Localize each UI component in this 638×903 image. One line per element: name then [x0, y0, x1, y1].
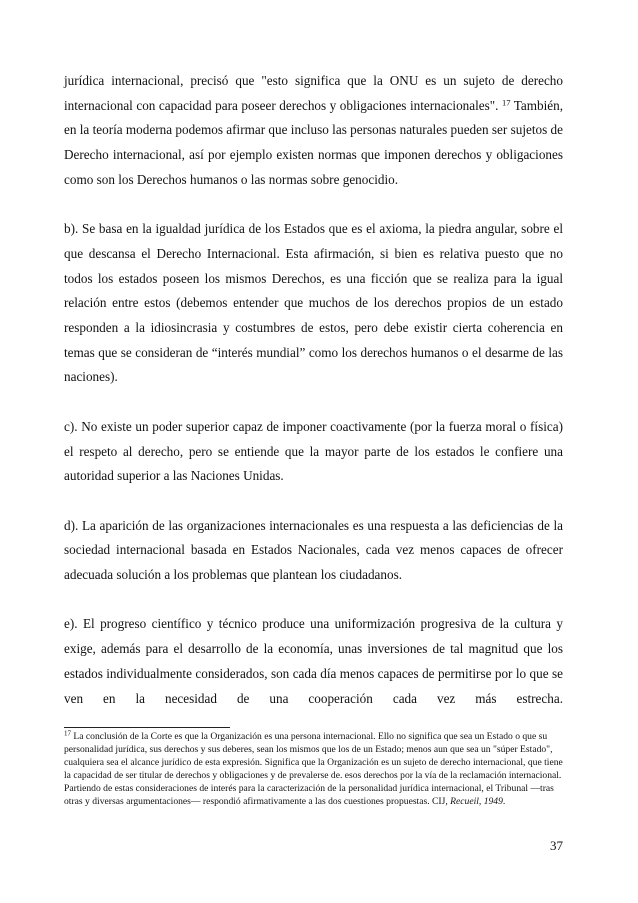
footnote-text: La conclusión de la Corte es que la Organización es una persona internacional. Ello no significa que sea un Estado o que su personalidad jurídica, sus derechos y sus deberes, sean los mismos que los de un Estado; menos aun que sea un "súper Estado", cualquiera sea el alcance jurídico de esta expresión. Significa que la Organización es un sujeto de derecho internacional, que tiene la capacidad de ser titular de derechos y obligaciones y de prevalerse de. esos derechos por la vía de la reclamación internacional. Partiendo de estas consideraciones de interés para la caracterización de la personalidad jurídica internacional, el Tribunal —tras otras y diversas argumentaciones— respondió afirmativamente a las dos cuestiones propuestas. CIJ,	[64, 731, 563, 808]
footnote-number: 17	[64, 729, 71, 738]
paragraph-d: d). La aparición de las organizaciones internacionales es una respuesta a las deficiencias de la sociedad internacional basada en Estados Nacionales, cada vez menos capaces de ofrecer adecuada solución a los problemas que plantean los ciudadanos.	[64, 517, 563, 583]
footnote-reference[interactable]: 17	[501, 97, 511, 108]
body-text	[64, 69, 563, 711]
paragraph-intro	[64, 69, 563, 193]
paragraph-intro-text-continued: También, en la teoría moderna podemos afirmar que incluso las personas naturales pueden ser sujetos de Derecho internacional, así por ejemplo existen normas que imponen derechos y obligaciones como son los Derechos humanos o las normas sobre genocidio.	[64, 97, 563, 187]
page-number: 37	[550, 838, 563, 853]
footnote	[64, 730, 563, 809]
paragraph-b: b). Se basa en la igualdad jurídica de los Estados que es el axioma, la piedra angular, sobre el que descansa el Derecho Internacional. Esta afirmación, si bien es relativa puesto que no todos los estados poseen los mismos Derechos, es una ficción que se realiza para la igual relación entre estos (debemos entender que muchos de los derechos propios de un estado responden a la idiosincrasia y costumbres de estos, pero debe existir cierta coherencia en temas que se consideran de “interés mundial” como los derechos humanos o el desarme de las naciones).	[64, 221, 563, 385]
footnote-end: .	[502, 796, 506, 808]
paragraph-e: e). El progreso científico y técnico produce una uniformización progresiva de la cultura y exige, además para el desarrollo de la economía, unas inversiones de tal magnitud que los estados individualmente considerados, son cada día menos capaces de permitirse por lo que se ven en la necesidad de una cooperación cada vez más estrecha.	[64, 616, 563, 706]
footnote-citation: Recueil, 1949	[450, 796, 503, 808]
paragraph-c: c). No existe un poder superior capaz de imponer coactivamente (por la fuerza moral o física) el respeto al derecho, pero se entiende que la mayor parte de los estados le confiere una autoridad superior a las Naciones Unidas.	[64, 418, 563, 484]
footnote-separator	[64, 727, 230, 728]
paragraph-intro-text: jurídica internacional, precisó que "esto significa que la ONU es un sujeto de derecho internacional con capacidad para poseer derechos y obligaciones internacionales".	[64, 73, 563, 113]
